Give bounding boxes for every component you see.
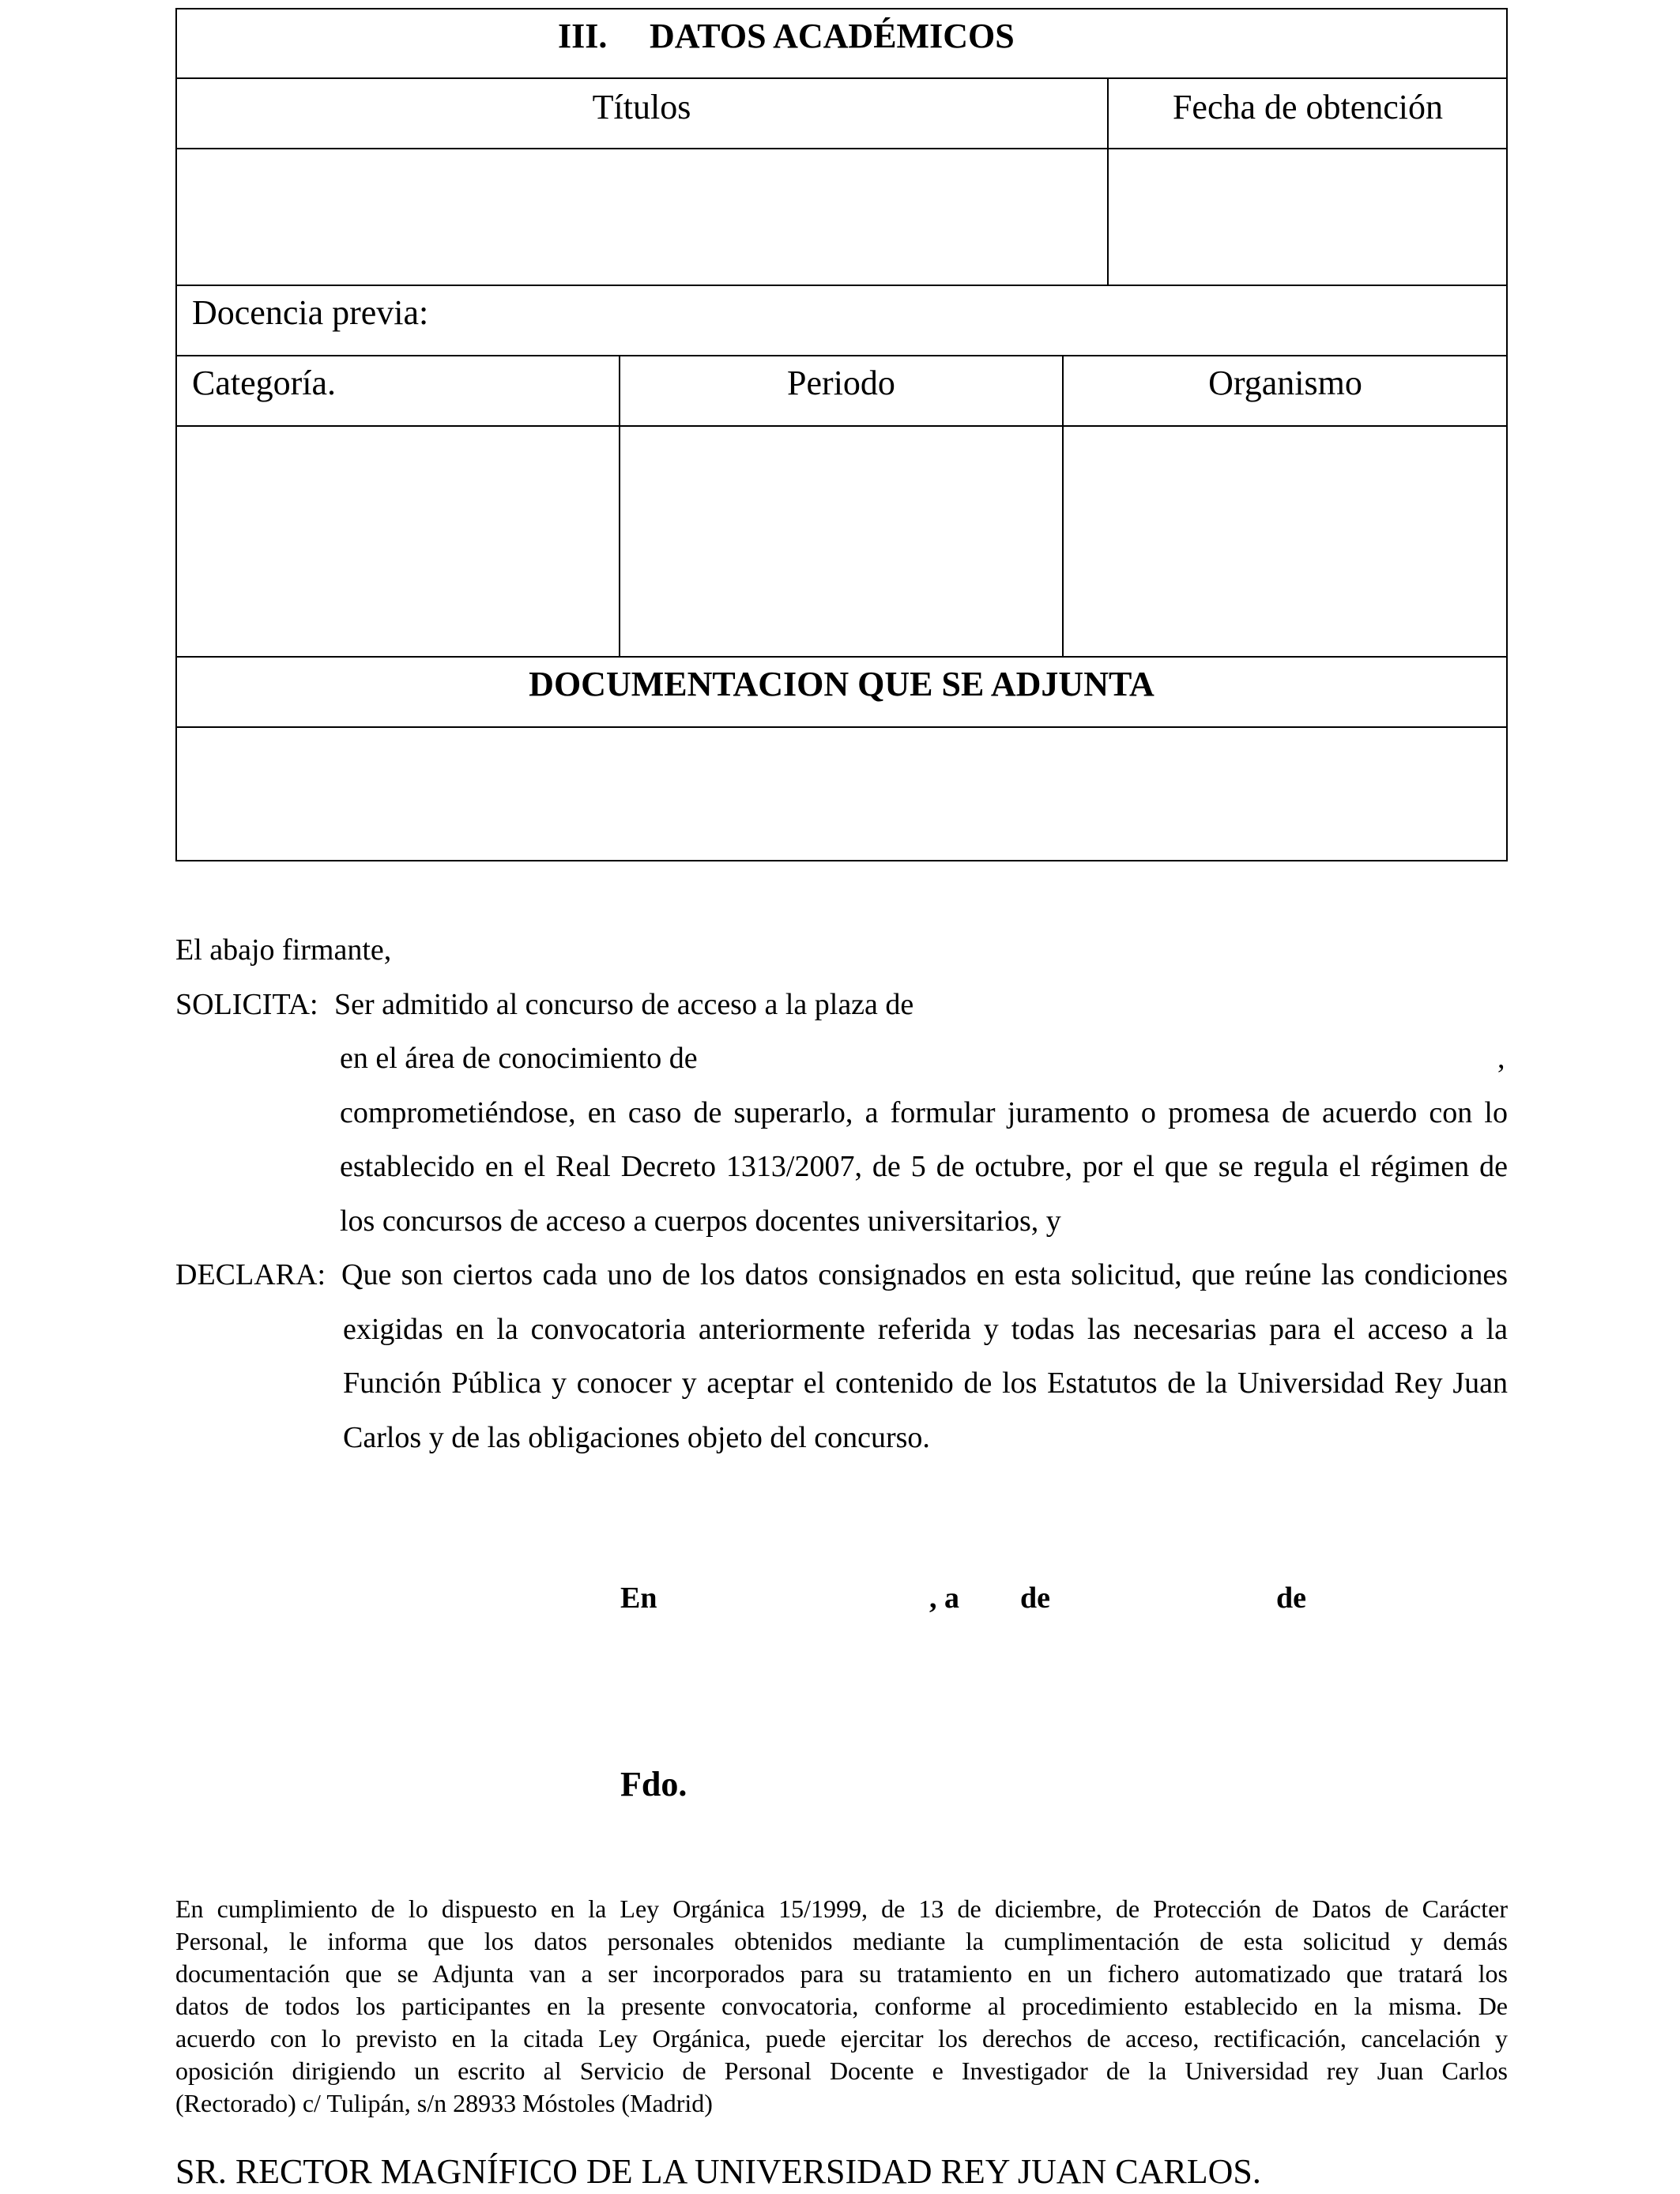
column-header-organismo: Organismo	[1208, 364, 1362, 402]
categoria-field[interactable]	[177, 427, 619, 656]
privacy-line: En cumplimiento de lo dispuesto en la Ley Orgánica 15/1999, de 13 de diciembre, de Protección de Datos de Carácter	[175, 1894, 1508, 1923]
documentacion-heading: DOCUMENTACION QUE SE ADJUNTA	[529, 665, 1155, 703]
column-header-fecha: Fecha de obtención	[1172, 88, 1444, 126]
declara-line: exigidas en la convocatoria anteriormente referida y todas las necesarias para el acceso a la	[343, 1313, 1508, 1346]
table-rule	[175, 77, 1508, 79]
date-a: , a	[929, 1581, 959, 1615]
signature-fdo: Fdo.	[620, 1765, 687, 1804]
date-en: En	[620, 1581, 657, 1615]
fecha-obtencion-field[interactable]	[1109, 149, 1506, 285]
declara-line: Función Pública y conocer y aceptar el contenido de los Estatutos de la Universidad Rey Juan	[343, 1367, 1508, 1400]
column-header-categoria: Categoría.	[192, 364, 337, 402]
solicita-line: Ser admitido al concurso de acceso a la plaza de	[334, 988, 914, 1021]
section-number: III.	[558, 17, 608, 55]
table-rule	[175, 656, 1508, 658]
periodo-field[interactable]	[620, 427, 1062, 656]
organismo-field[interactable]	[1064, 427, 1506, 656]
solicita-label: SOLICITA:	[175, 988, 318, 1021]
solicita-line: establecido en el Real Decreto 1313/2007, de 5 de octubre, por el que se regula el régimen de	[340, 1150, 1508, 1183]
solicita-line: comprometiéndose, en caso de superarlo, a formular juramento o promesa de acuerdo con lo	[340, 1096, 1508, 1129]
privacy-line: Personal, le informa que los datos personales obtenidos mediante la cumplimentación de esta solicitud y demás	[175, 1927, 1508, 1955]
date-place-field[interactable]	[672, 1577, 925, 1616]
titulos-field[interactable]	[177, 149, 1107, 285]
solicita-comma: ,	[1497, 1042, 1505, 1075]
privacy-line: (Rectorado) c/ Tulipán, s/n 28933 Móstoles (Madrid)	[175, 2089, 713, 2117]
date-de-2: de	[1276, 1581, 1306, 1615]
table-rule	[175, 285, 1508, 286]
privacy-line: documentación que se Adjunta van a ser incorporados para su tratamiento en un fichero automatizado que tratará los	[175, 1959, 1508, 1988]
column-header-titulos: Títulos	[592, 88, 691, 126]
declara-label: DECLARA:	[175, 1258, 326, 1291]
declara-line: Carlos y de las obligaciones objeto del concurso.	[343, 1421, 930, 1454]
section-heading: DATOS ACADÉMICOS	[650, 17, 1015, 55]
privacy-line: acuerdo con lo previsto en la citada Ley Orgánica, puede ejercitar los derechos de acceso, rectificación, cancelación y	[175, 2024, 1508, 2053]
docencia-previa-label: Docencia previa:	[192, 293, 429, 332]
addressee: SR. RECTOR MAGNÍFICO DE LA UNIVERSIDAD REY JUAN CARLOS.	[175, 2152, 1261, 2191]
privacy-line: oposición dirigiendo un escrito al Servicio de Personal Docente e Investigador de la Universidad rey Juan Carlos	[175, 2056, 1508, 2085]
documentacion-field[interactable]	[177, 728, 1506, 860]
column-header-periodo: Periodo	[787, 364, 895, 402]
solicita-line: en el área de conocimiento de	[340, 1042, 698, 1075]
table-rule	[175, 355, 1508, 356]
declara-line: Que son ciertos cada uno de los datos consignados en esta solicitud, que reúne las condiciones	[341, 1258, 1508, 1291]
intro-text: El abajo firmante,	[175, 933, 392, 967]
date-de-1: de	[1020, 1581, 1050, 1615]
privacy-line: datos de todos los participantes en la presente convocatoria, conforme al procedimiento establecido en la misma. De	[175, 1992, 1508, 2020]
date-month-field[interactable]	[1059, 1577, 1272, 1616]
solicita-line: los concursos de acceso a cuerpos docentes universitarios, y	[340, 1204, 1061, 1238]
privacy-notice	[175, 1893, 1508, 2120]
